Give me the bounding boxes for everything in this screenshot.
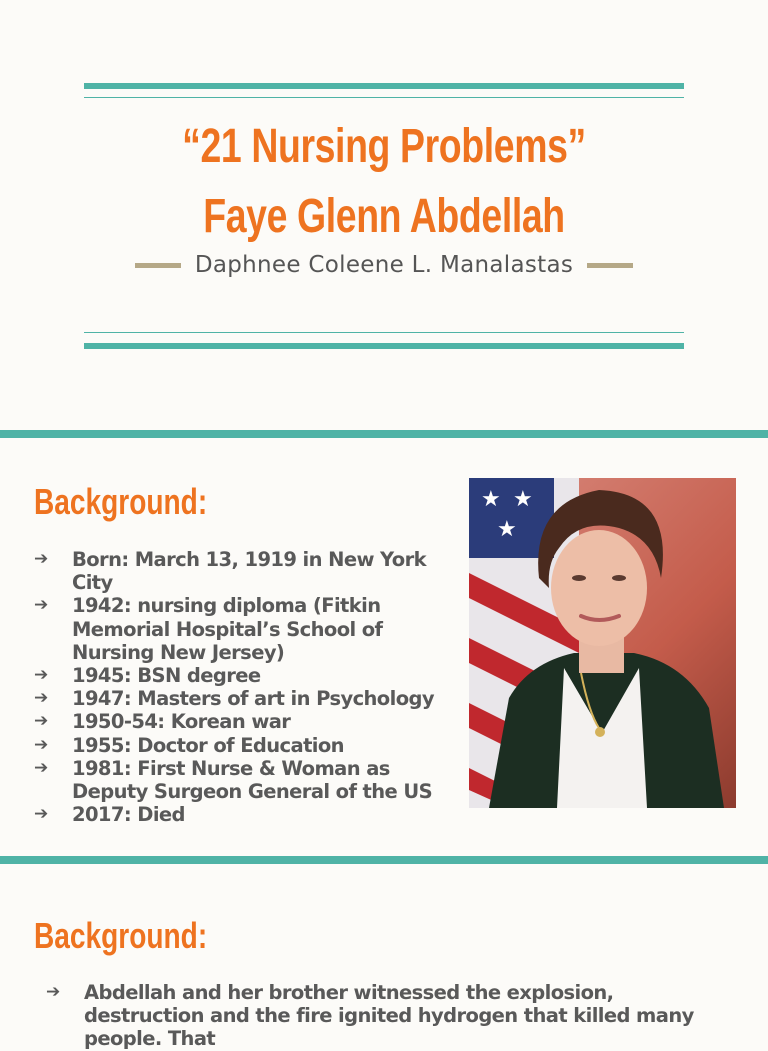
arrow-icon: ➔ [34,549,48,569]
bottom-thick-rule [84,343,684,349]
list-item: ➔ 1955: Doctor of Education [34,733,344,757]
title-slide [0,0,768,430]
portrait-illustration [469,478,736,808]
background-bullet-list-2 [46,981,726,1051]
background-bullet-list [34,548,464,826]
background-slide-2 [0,866,768,1051]
background-heading-2: Background: [34,915,208,956]
right-dash [587,263,633,268]
arrow-icon: ➔ [34,757,48,778]
svg-text:★: ★ [481,487,501,512]
title-line-1: “21 Nursing Problems” [182,120,586,173]
background-heading: Background: [34,481,208,522]
list-item: ➔ 2017: Died [34,803,185,827]
author-subtitle: Daphnee Coleene L. Manalastas [194,252,574,278]
list-item: ➔ 1945: BSN degree [34,664,261,688]
list-item: ➔ Abdellah and her brother witnessed the explosion, destruction and the fire ignited hydrogen that killed many people. That [46,981,694,1051]
list-item: ➔ 1950-54: Korean war [34,710,291,734]
list-item: ➔ Born: March 13, 1919 in New York City [34,548,426,595]
arrow-icon: ➔ [34,665,48,686]
arrow-icon: ➔ [46,982,60,1002]
arrow-icon: ➔ [34,804,48,825]
portrait-photo [469,478,736,808]
list-item: ➔ 1942: nursing diploma (Fitkin Memorial Hospital’s School of Nursing New Jersey) [34,594,383,664]
svg-text:★: ★ [513,487,533,512]
slide-divider-2 [0,856,768,864]
slide-divider-1 [0,430,768,438]
arrow-icon: ➔ [34,711,48,732]
svg-text:★: ★ [497,517,517,542]
bottom-thin-rule [84,332,684,333]
arrow-icon: ➔ [34,734,48,755]
arrow-icon: ➔ [34,595,48,616]
top-thick-rule [84,83,684,89]
list-item: ➔ 1947: Masters of art in Psychology [34,687,434,711]
subtitle-row [0,252,768,278]
left-dash [135,263,181,268]
arrow-icon: ➔ [34,688,48,709]
top-thin-rule [84,97,684,98]
list-item: ➔ 1981: First Nurse & Woman as Deputy Surgeon General of the US [34,756,433,804]
title-line-2: Faye Glenn Abdellah [203,190,565,243]
